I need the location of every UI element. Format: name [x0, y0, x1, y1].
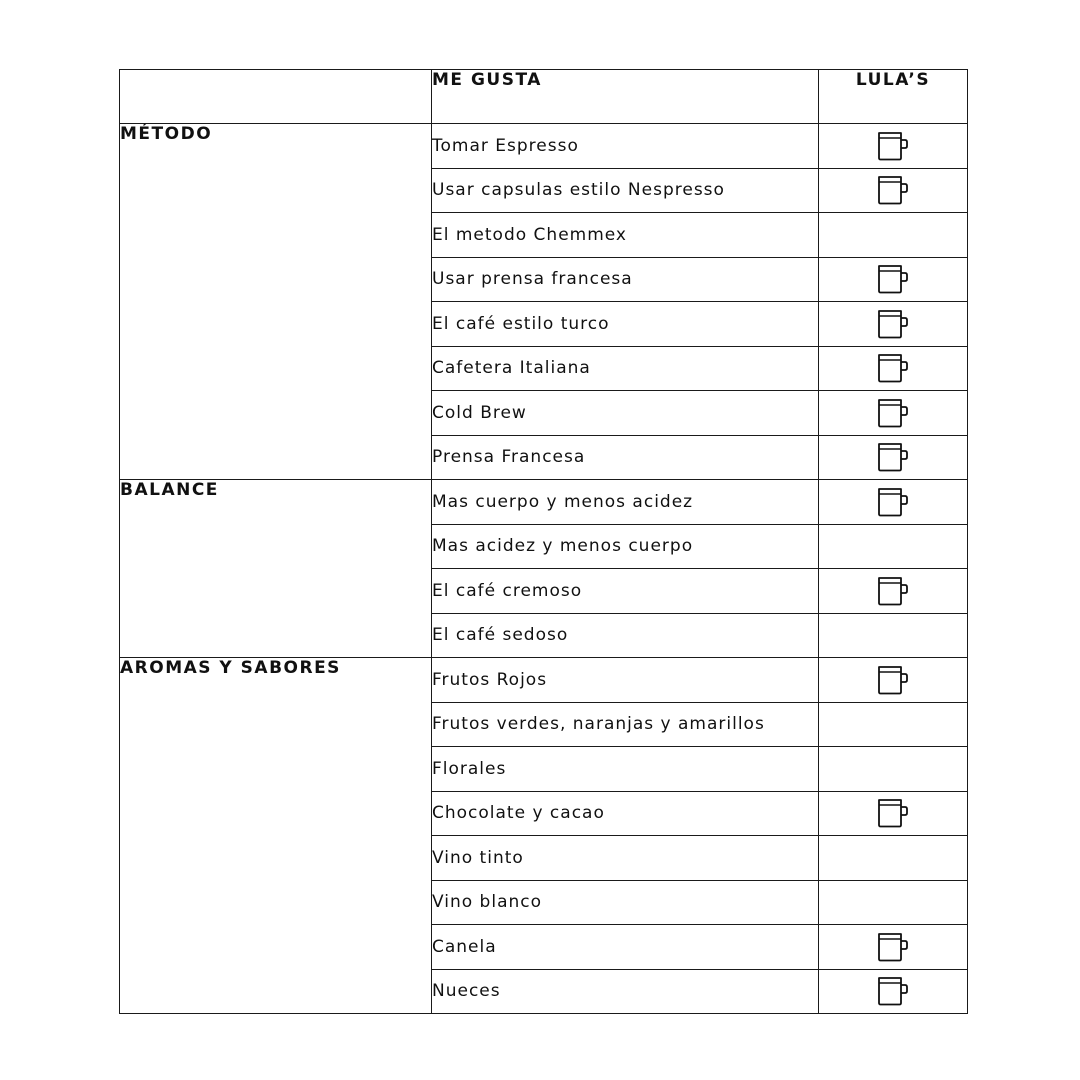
preference-item: Mas acidez y menos cuerpo	[432, 524, 819, 569]
preference-item: Mas cuerpo y menos acidez	[432, 480, 819, 525]
preference-item: El café estilo turco	[432, 302, 819, 347]
lula-mark-cell	[819, 925, 968, 970]
preference-item: Frutos verdes, naranjas y amarillos	[432, 702, 819, 747]
category-label: AROMAS Y SABORES	[120, 658, 432, 1014]
preference-item: Usar capsulas estilo Nespresso	[432, 168, 819, 213]
lula-mark-cell	[819, 480, 968, 525]
coffee-mug-icon	[877, 798, 909, 828]
coffee-mug-icon	[877, 442, 909, 472]
lula-mark-cell	[819, 302, 968, 347]
lula-mark-cell	[819, 747, 968, 792]
lula-mark-cell	[819, 168, 968, 213]
coffee-preferences-table	[119, 69, 968, 1014]
lula-mark-cell	[819, 524, 968, 569]
coffee-mug-icon	[877, 932, 909, 962]
lula-mark-cell	[819, 658, 968, 703]
preference-item: Cafetera Italiana	[432, 346, 819, 391]
preference-item: Canela	[432, 925, 819, 970]
lula-mark-cell	[819, 702, 968, 747]
preference-item: Chocolate y cacao	[432, 791, 819, 836]
lula-mark-cell	[819, 613, 968, 658]
coffee-mug-icon	[877, 487, 909, 517]
lula-mark-cell	[819, 257, 968, 302]
preference-item: Vino blanco	[432, 880, 819, 925]
preference-item: El café sedoso	[432, 613, 819, 658]
preference-item: Prensa Francesa	[432, 435, 819, 480]
table-row	[120, 658, 968, 703]
category-label: MÉTODO	[120, 124, 432, 480]
coffee-mug-icon	[877, 264, 909, 294]
lula-mark-cell	[819, 836, 968, 881]
preference-item: Nueces	[432, 969, 819, 1014]
table-row	[120, 480, 968, 525]
coffee-mug-icon	[877, 976, 909, 1006]
lula-mark-cell	[819, 391, 968, 436]
header-lulas: LULA’S	[819, 70, 968, 124]
lula-mark-cell	[819, 569, 968, 614]
preference-item: Florales	[432, 747, 819, 792]
lula-mark-cell	[819, 124, 968, 169]
preference-item: El metodo Chemmex	[432, 213, 819, 258]
lula-mark-cell	[819, 435, 968, 480]
table-row	[120, 124, 968, 169]
coffee-mug-icon	[877, 309, 909, 339]
coffee-mug-icon	[877, 353, 909, 383]
table-body	[120, 124, 968, 1014]
coffee-mug-icon	[877, 175, 909, 205]
lula-mark-cell	[819, 880, 968, 925]
category-label: BALANCE	[120, 480, 432, 658]
coffee-mug-icon	[877, 576, 909, 606]
lula-mark-cell	[819, 213, 968, 258]
header-row	[120, 70, 968, 124]
preference-item: El café cremoso	[432, 569, 819, 614]
lula-mark-cell	[819, 346, 968, 391]
lula-mark-cell	[819, 969, 968, 1014]
coffee-mug-icon	[877, 398, 909, 428]
header-me-gusta: ME GUSTA	[432, 70, 819, 124]
preference-item: Usar prensa francesa	[432, 257, 819, 302]
preference-item: Cold Brew	[432, 391, 819, 436]
preference-item: Tomar Espresso	[432, 124, 819, 169]
preference-item: Vino tinto	[432, 836, 819, 881]
coffee-mug-icon	[877, 131, 909, 161]
preference-item: Frutos Rojos	[432, 658, 819, 703]
header-blank-cell	[120, 70, 432, 124]
lula-mark-cell	[819, 791, 968, 836]
coffee-mug-icon	[877, 665, 909, 695]
